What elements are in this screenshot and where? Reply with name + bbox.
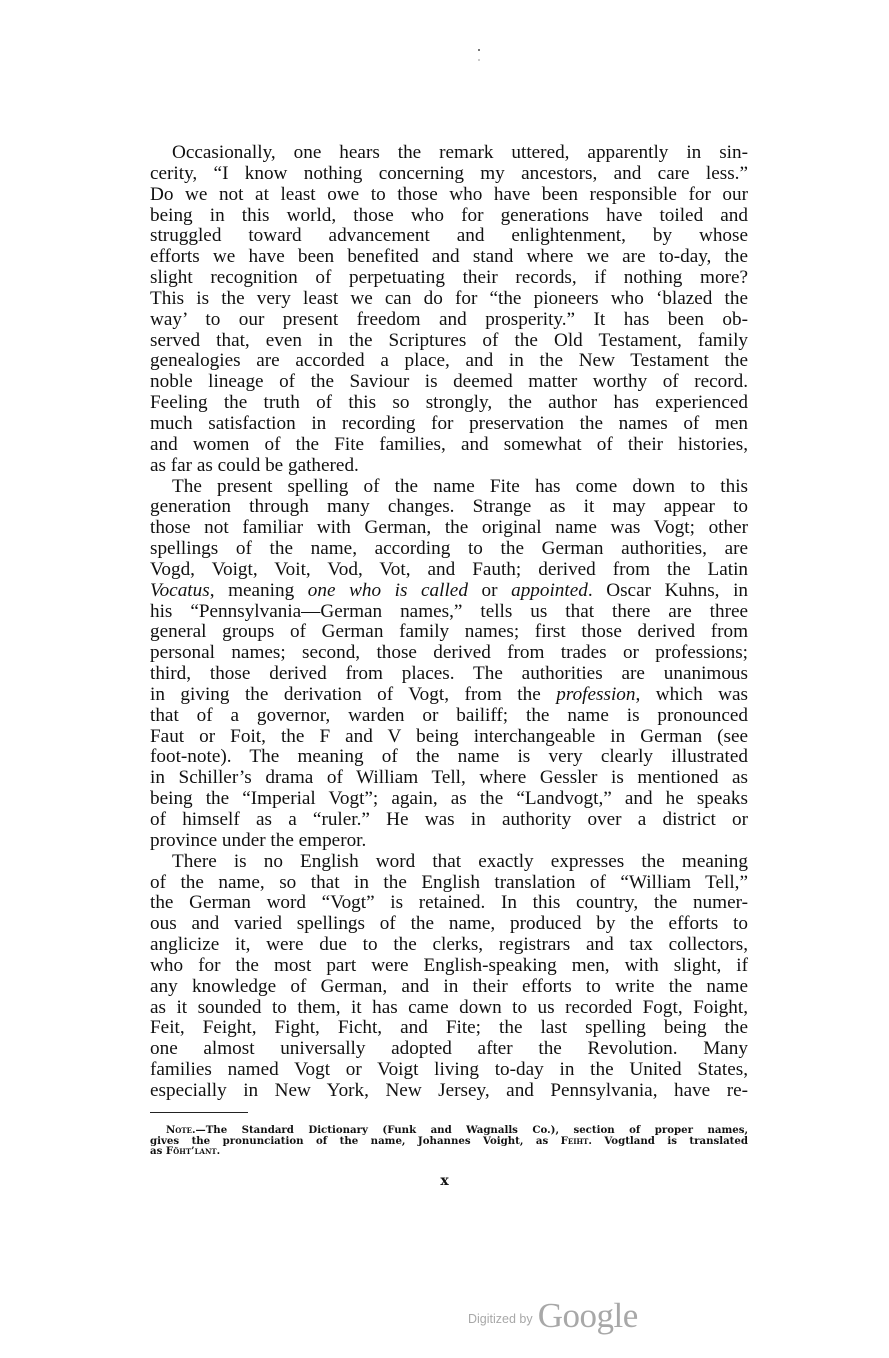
text-line: of himself as a “ruler.” He was in authority over a district or bbox=[150, 809, 748, 830]
italic-text: appointed bbox=[511, 579, 588, 601]
text-line: noble lineage of the Saviour is deemed matter worthy of record. bbox=[150, 371, 748, 393]
watermark-prefix: Digitized by bbox=[468, 1312, 533, 1326]
text-run: , meaning bbox=[209, 579, 308, 601]
text-line: Vogd, Voigt, Voit, Vod, Vot, and Fauth; derived from the Latin bbox=[150, 558, 748, 580]
text-line: There is no English word that exactly expresses the meaning bbox=[172, 850, 748, 872]
footnote bbox=[150, 1125, 748, 1157]
text-run: —The Standard Dictionary (Funk and Wagnalls Co.), section of proper names, bbox=[195, 1124, 748, 1136]
paragraph-2 bbox=[150, 477, 748, 852]
scan-speck bbox=[478, 49, 480, 51]
text-line: The present spelling of the name Fite has come down to this bbox=[172, 475, 748, 497]
text-line: in Schiller’s drama of William Tell, where Gessler is mentioned as bbox=[150, 767, 748, 789]
text-line: efforts we have been benefited and stand where we are to-day, the bbox=[150, 246, 748, 268]
footnote-line bbox=[150, 1146, 748, 1157]
text-run: . Oscar Kuhns, in bbox=[587, 579, 748, 601]
text-line: that of a governor, warden or bailiff; the name is pronounced bbox=[150, 704, 748, 726]
text-line-with-italics bbox=[150, 581, 748, 602]
text-run: , which was bbox=[635, 683, 749, 705]
text-line: of the name, so that in the English translation of “William Tell,” bbox=[150, 871, 748, 893]
text-line: one almost universally adopted after the Revolution. Many bbox=[150, 1038, 748, 1060]
footnote-rule bbox=[150, 1112, 248, 1113]
text-line-with-italics bbox=[150, 685, 748, 706]
text-line: much satisfaction in recording for preservation the names of men bbox=[150, 412, 748, 434]
body-text bbox=[150, 143, 748, 1102]
text-line: Feit, Feight, Fight, Ficht, and Fite; the last spelling being the bbox=[150, 1017, 748, 1039]
text-line: foot-note). The meaning of the name is very clearly illustrated bbox=[150, 746, 748, 768]
text-run: gives the pronunciation of the name, Johannes Voight, as bbox=[150, 1134, 561, 1147]
text-line: families named Vogt or Voigt living to-day in the United States, bbox=[150, 1059, 748, 1081]
text-line: way’ to our present freedom and prosperity.” It has been ob- bbox=[150, 308, 748, 330]
text-line: and women of the Fite families, and somewhat of their histories, bbox=[150, 433, 748, 455]
text-line: cerity, “I know nothing concerning my ancestors, and care less.” bbox=[150, 162, 748, 184]
text-line: as it sounded to them, it has came down to us recorded Fogt, Foight, bbox=[150, 996, 748, 1018]
italic-text: Vocatus bbox=[150, 579, 210, 601]
text-line: spellings of the name, according to the German authorities, are bbox=[150, 538, 748, 560]
page-number: x bbox=[440, 1173, 449, 1189]
footnote-label: Note. bbox=[166, 1124, 196, 1136]
small-caps-text: Föht’lant bbox=[165, 1145, 217, 1157]
digitized-watermark bbox=[468, 1296, 638, 1336]
text-line: those not familiar with German, the original name was Vogt; other bbox=[150, 517, 748, 539]
text-line: Do we not at least owe to those who have been responsible for our bbox=[150, 183, 748, 205]
text-line: general groups of German family names; first those derived from bbox=[150, 621, 748, 643]
text-line: especially in New York, New Jersey, and Pennsylvania, have re- bbox=[150, 1079, 748, 1101]
text-line: anglicize it, were due to the clerks, registrars and tax collectors, bbox=[150, 934, 748, 956]
italic-text: profession bbox=[556, 683, 636, 705]
text-line: generation through many changes. Strange as it may appear to bbox=[150, 496, 748, 518]
text-line: who for the most part were English-speaking men, with slight, if bbox=[150, 954, 748, 976]
text-run: in giving the derivation of Vogt, from the bbox=[150, 683, 557, 705]
italic-text: one who is called bbox=[307, 579, 468, 601]
google-logo: Google bbox=[537, 1296, 638, 1335]
text-line: any knowledge of German, and in their efforts to write the name bbox=[150, 975, 748, 997]
text-run: or bbox=[467, 579, 512, 601]
text-line: Faut or Foit, the F and V being interchangeable in German (see bbox=[150, 725, 748, 747]
footnote-line bbox=[150, 1136, 748, 1147]
text-line: third, those derived from places. The authorities are unanimous bbox=[150, 663, 748, 685]
text-line: genealogies are accorded a place, and in the New Testament the bbox=[150, 350, 748, 372]
text-line: struggled toward advancement and enlightenment, by whose bbox=[150, 225, 748, 247]
text-line: personal names; second, those derived from trades or professions; bbox=[150, 642, 748, 664]
text-run: . Vogtland is translated bbox=[588, 1134, 748, 1147]
text-line: being in this world, those who for generations have toiled and bbox=[150, 204, 748, 226]
text-line: the German word “Vogt” is retained. In this country, the numer- bbox=[150, 892, 748, 914]
text-line: This is the very least we can do for “the pioneers who ‘blazed the bbox=[150, 287, 748, 309]
text-line: being the “Imperial Vogt”; again, as the “Landvogt,” and he speaks bbox=[150, 788, 748, 810]
small-caps-text: Feiht bbox=[560, 1134, 589, 1147]
text-line: his “Pennsylvania—German names,” tells us that there are three bbox=[150, 600, 748, 622]
paragraph-1 bbox=[150, 143, 748, 477]
text-line: served that, even in the Scriptures of the Old Testament, family bbox=[150, 329, 748, 351]
scan-speck bbox=[478, 59, 480, 61]
text-line: ous and varied spellings of the name, produced by the efforts to bbox=[150, 913, 748, 935]
text-line: as far as could be gathered. bbox=[150, 454, 359, 476]
text-line: slight recognition of perpetuating their records, if nothing more? bbox=[150, 267, 748, 289]
paragraph-3 bbox=[150, 852, 748, 1102]
text-line: Occasionally, one hears the remark uttered, apparently in sin- bbox=[172, 142, 748, 163]
text-run: as bbox=[150, 1145, 166, 1157]
text-line: Feeling the truth of this so strongly, the author has experienced bbox=[150, 392, 748, 414]
text-line: province under the emperor. bbox=[150, 829, 367, 851]
text-run: . bbox=[216, 1145, 221, 1157]
